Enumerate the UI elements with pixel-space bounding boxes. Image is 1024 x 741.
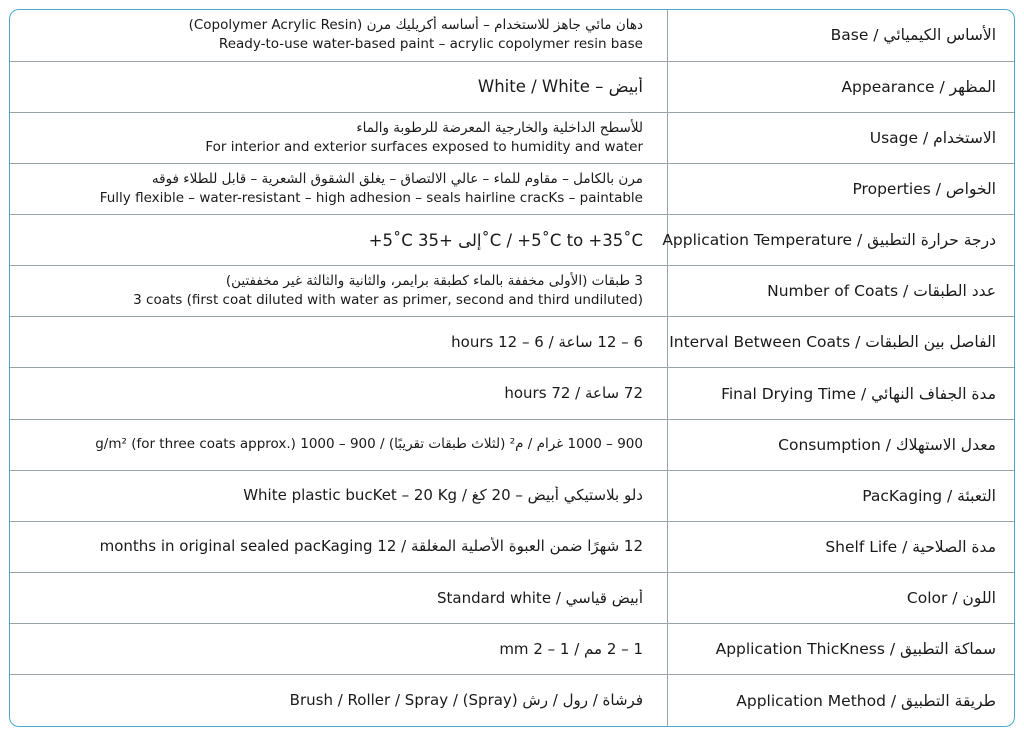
value-cell (10, 521, 668, 572)
value-cell (10, 624, 668, 675)
table-row (10, 266, 1014, 317)
table-row (10, 624, 1014, 675)
value-line: أبيض – White / White (477, 77, 643, 97)
value-line-en: Ready-to-use water-based paint – acrylic copolymer resin base (218, 36, 643, 53)
specifications-table (10, 10, 1014, 726)
table-row (10, 573, 1014, 624)
table-row (10, 419, 1014, 470)
value-line-ar: للأسطح الداخلية والخارجية المعرضة للرطوبة والماء (356, 119, 643, 136)
value-cell (10, 112, 668, 163)
value-cell (10, 573, 668, 624)
value-cell (10, 61, 668, 112)
value-cell (10, 163, 668, 214)
label-cell: المظهر / Appearance (668, 61, 1015, 112)
value-cell (10, 215, 668, 266)
value-line: 72 ساعة / 72 hours (504, 384, 643, 403)
label-cell: درجة حرارة التطبيق / Application Temperature (668, 215, 1015, 266)
table-row (10, 675, 1014, 726)
table-row (10, 470, 1014, 521)
value-cell (10, 675, 668, 726)
table-row (10, 317, 1014, 368)
label-cell: التعبئة / PacKaging (668, 470, 1015, 521)
specifications-table-frame (9, 9, 1015, 727)
label-cell: سماكة التطبيق / Application ThicKness (668, 624, 1015, 675)
value-line: أبيض قياسي / Standard white (436, 588, 643, 607)
table-row (10, 10, 1014, 61)
label-cell: الاستخدام / Usage (668, 112, 1015, 163)
value-line: فرشاة / رول / رش (Spray) / Brush / Roller / Spray (289, 691, 643, 710)
value-line: دلو بلاستيكي أبيض – 20 كغ / White plastic bucKet – 20 Kg (243, 486, 643, 505)
label-cell: عدد الطبقات / Number of Coats (668, 266, 1015, 317)
label-cell: الفاصل بين الطبقات / Interval Between Coats (668, 317, 1015, 368)
value-line-en: 3 coats (first coat diluted with water as primer, second and third undiluted) (133, 292, 643, 309)
label-cell: مدة الجفاف النهائي / Final Drying Time (668, 368, 1015, 419)
value-cell (10, 470, 668, 521)
label-cell: اللون / Color (668, 573, 1015, 624)
value-cell (10, 368, 668, 419)
label-cell: مدة الصلاحية / Shelf Life (668, 521, 1015, 572)
value-line-en: Fully flexible – water-resistant – high adhesion – seals hairline cracKs – paintable (99, 189, 643, 206)
value-line-ar: مرن بالكامل – مقاوم للماء – عالي الالتصاق – يغلق الشقوق الشعرية – قابل للطلاء فوقه (151, 170, 643, 187)
table-row (10, 112, 1014, 163)
value-line-en: For interior and exterior surfaces exposed to humidity and water (205, 138, 643, 155)
table-row (10, 368, 1014, 419)
value-line-ar: دهان مائي جاهز للاستخدام – أساسه أكريليك مرن (Copolymer Acrylic Resin) (188, 17, 643, 34)
value-line-ar: 3 طبقات (الأولى مخففة بالماء كطبقة برايمر، والثانية والثالثة غير مخففتين) (225, 273, 643, 290)
table-row (10, 61, 1014, 112)
table-row (10, 163, 1014, 214)
label-cell: الأساس الكيميائي / Base (668, 10, 1015, 61)
value-cell (10, 10, 668, 61)
value-cell (10, 266, 668, 317)
value-cell (10, 317, 668, 368)
value-cell (10, 419, 668, 470)
label-cell: الخواص / Properties (668, 163, 1015, 214)
label-cell: طريقة التطبيق / Application Method (736, 691, 996, 710)
value-line: 12 شهرًا ضمن العبوة الأصلية المغلقة / 12 months in original sealed pacKaging (99, 537, 643, 556)
value-line: 6 – 12 ساعة / 6 – 12 hours (451, 332, 643, 351)
table-row (10, 521, 1014, 572)
table-row (10, 215, 1014, 266)
value-line: 1 – 2 مم / 1 – 2 mm (499, 639, 643, 658)
label-cell: معدل الاستهلاك / Consumption (668, 419, 1015, 470)
value-line: +5˚C إلى +35˚C / +5˚C to +35˚C (368, 230, 643, 250)
value-line: 900 – 1000 غرام / م² (لثلاث طبقات تقريبًا) / 900 – 1000 g/m² (for three coats approx.) (95, 436, 643, 453)
